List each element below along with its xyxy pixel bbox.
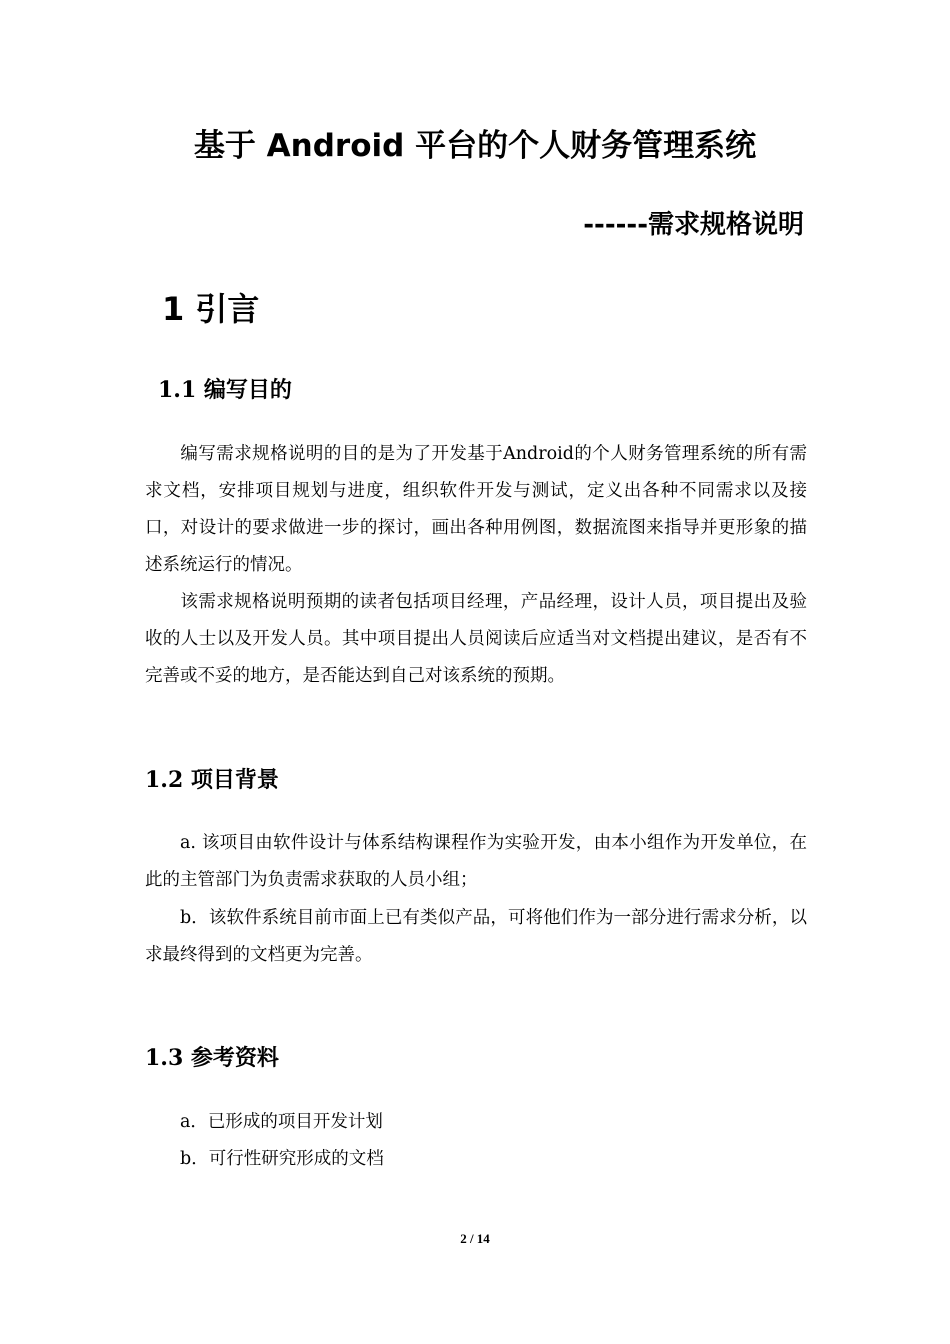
subsection-heading-purpose: 1.1 编写目的 [158, 377, 292, 403]
paragraph-purpose-2 [145, 584, 807, 695]
paragraph-purpose-1 [145, 436, 807, 584]
paragraph-text: 该需求规格说明预期的读者包括项目经理，产品经理，设计人员，项目提出及验收的人士以及开发人员。其中项目提出人员阅读后应适当对文档提出建议，是否有不完善或不妥的地方，是否能达到自己对该系统的预期。 [145, 592, 807, 686]
section-heading-introduction: 1 引言 [162, 290, 260, 328]
subsection-heading-background: 1.2 项目背景 [145, 767, 279, 793]
paragraph-text: a. 该项目由软件设计与体系结构课程作为实验开发，由本小组作为开发单位，在此的主管部门为负责需求获取的人员小组； [145, 833, 807, 890]
reference-item-b: b．可行性研究形成的文档 [180, 1149, 384, 1169]
reference-item-a: a．已形成的项目开发计划 [180, 1112, 383, 1132]
paragraph-text: b．该软件系统目前市面上已有类似产品，可将他们作为一部分进行需求分析，以求最终得到的文档更为完善。 [145, 908, 807, 965]
paragraph-background-b [145, 900, 807, 974]
document-title: 基于 Android 平台的个人财务管理系统 [193, 128, 757, 164]
subsection-heading-references: 1.3 参考资料 [145, 1045, 279, 1071]
document-subtitle: ------需求规格说明 [583, 210, 804, 240]
page-number: 2 / 14 [460, 1231, 490, 1246]
paragraph-background-a [145, 825, 807, 899]
paragraph-text: 编写需求规格说明的目的是为了开发基于Android的个人财务管理系统的所有需求文档，安排项目规划与进度，组织软件开发与测试，定义出各种不同需求以及接口，对设计的要求做进一步的探讨，画出各种用例图，数据流图来指导并更形象的描述系统运行的情况。 [145, 444, 807, 575]
